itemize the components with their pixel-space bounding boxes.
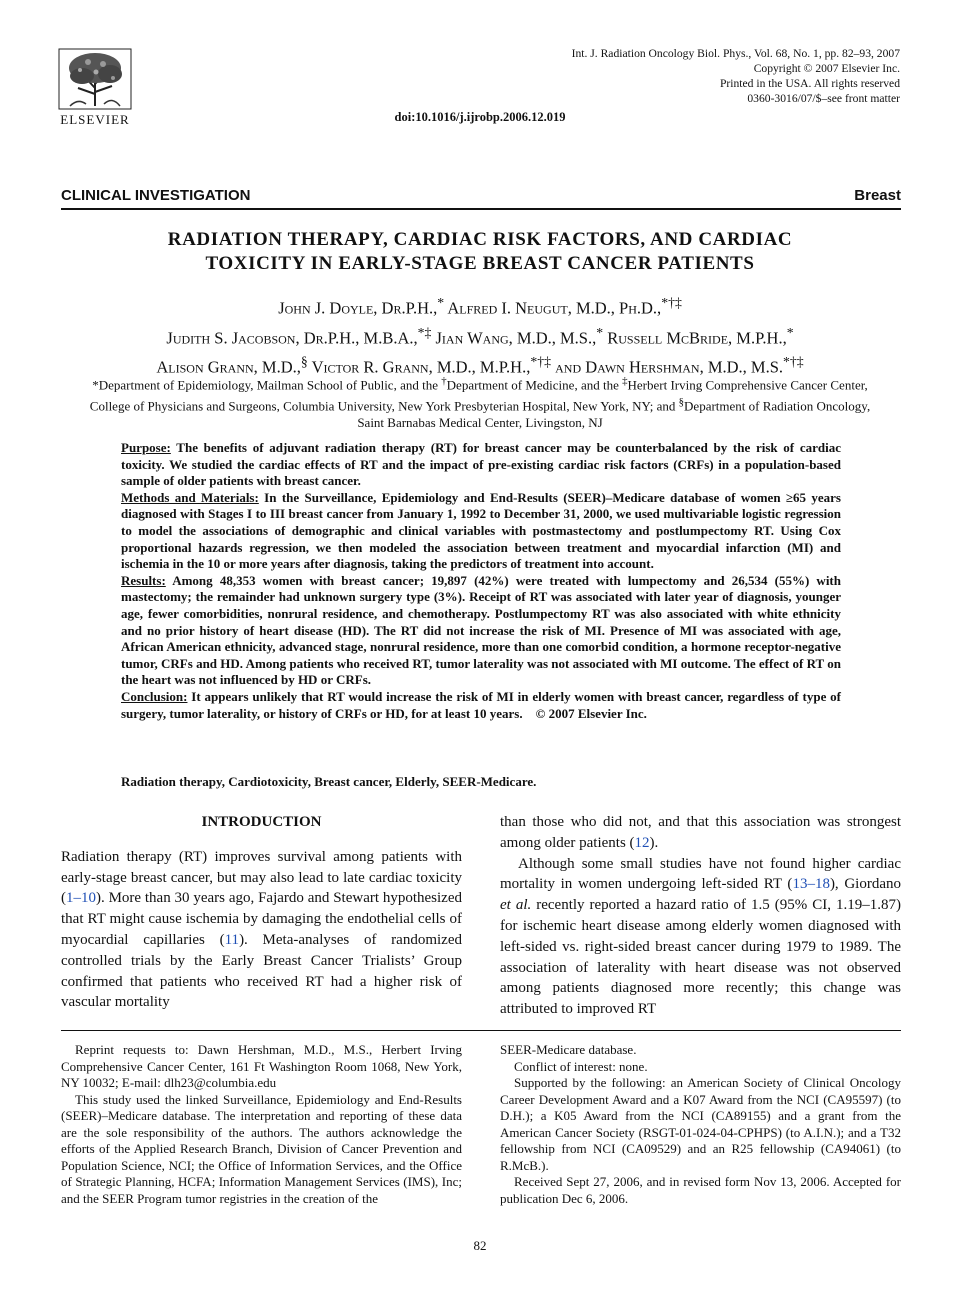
affil-mark: †: [441, 375, 447, 387]
reprint-footnote: Reprint requests to: Dawn Hershman, M.D., M.S., Herbert Irving Comprehensive Cancer Center, 161 Ft Washington Room 1068, New York, NY 10032; E-mail: dlh23@columbia.edu: [61, 1042, 462, 1090]
abstract-results: [121, 573, 841, 689]
author: Alfred I. Neugut, M.D., Ph.D.,: [444, 298, 662, 318]
intro-column-right: [500, 812, 901, 1020]
footnotes-left: [61, 1042, 462, 1207]
body-text: ). Meta-analyses of randomized controlled trials by the Early Breast Cancer Trialists’ Group confirmed that patients who received RT had a higher risk of vascular mortality: [61, 931, 462, 1011]
acknowledgment-footnote: This study used the linked Surveillance, Epidemiology and End-Results (SEER)–Medicare database. The interpretation and reporting of these data are the sole responsibility of the authors. The authors acknowledge the efforts of the Applied Research Branch, Division of Cancer Prevention and Population Science, NCI; the Office of Information Services, and the Office of Strategic Planning, HCFA; Information Management Services (IMS), Inc; and the SEER Program tumor registries in the creation of the: [61, 1091, 462, 1206]
abstract-copyright: © 2007 Elsevier Inc.: [535, 705, 647, 721]
author-mark: *†‡: [530, 354, 551, 369]
intro-column-left: [61, 812, 462, 1013]
author: Victor R. Grann, M.D., M.P.H.,: [307, 357, 531, 377]
abstract-label: Conclusion:: [121, 688, 188, 704]
conflict-footnote: Conflict of interest: none.: [514, 1058, 648, 1074]
section-label: CLINICAL INVESTIGATION: [61, 187, 251, 204]
elsevier-wordmark: ELSEVIER: [60, 112, 130, 127]
keywords: Radiation therapy, Cardiotoxicity, Breast cancer, Elderly, SEER-Medicare.: [121, 774, 537, 789]
abstract-purpose: [121, 440, 841, 490]
journal-citation: Int. J. Radiation Oncology Biol. Phys., Vol. 68, No. 1, pp. 82–93, 2007: [571, 47, 900, 60]
author-mark: *†‡: [661, 295, 682, 310]
body-text: than those who did not, and that this association was strongest among older patients (: [500, 814, 901, 851]
author-line-1: [70, 291, 890, 321]
body-text: ). More than 30 years ago, Fajardo and Stewart hypothesized that RT might cause ischemia by damaging the endothelial cells of myocardial capillaries (: [61, 890, 462, 948]
author-mark: §: [300, 354, 308, 369]
body-text: ), Giordano: [829, 876, 901, 893]
author: Dawn Hershman, M.D., M.S.: [585, 357, 783, 377]
author-mark: *‡: [417, 324, 432, 340]
affil-text: Department of Radiation Oncology, Saint Barnabas Medical Center, Livingston, NJ: [357, 398, 871, 430]
author-mark: *†‡: [783, 354, 804, 369]
affil-text: Department of Medicine, and the: [446, 377, 623, 393]
author-list: [70, 291, 890, 380]
affil-text: Herbert Irving Comprehensive Cancer Center, College of Physicians and Surgeons, Columbia University, New York Presbyterian Hospital, New York, NY; and: [89, 377, 868, 414]
reference-link[interactable]: 1–10: [66, 890, 96, 907]
reference-link[interactable]: 11: [224, 931, 240, 948]
section-heading: INTRODUCTION: [201, 814, 322, 830]
title-line-2: TOXICITY IN EARLY-STAGE BREAST CANCER PATIENTS: [205, 253, 755, 274]
article-title: [110, 228, 850, 276]
abstract-text: Among 48,353 women with breast cancer; 19,897 (42%) were treated with lumpectomy and 26,534 (55%) with mastectomy; the remainder had unknown surgery type (3%). Receipt of RT was associated with later year of diagnosis, younger age, fewer comorbidities, nonrural residence, and chemotherapy. Postlumpectomy RT was also associated with white ethnicity and no prior history of heart disease (HD). The RT did not increase the risk of MI. Presence of MI was associated with age, African American ethnicity, advanced stage, nonrural residence, more than one comorbid condition, a hormone receptor-negative tumor, CRFs and HD. Among patients who received RT, tumor laterality was not associated with MI outcome. The effect of RT on the heart was not influenced by HD or CRFs.: [121, 572, 841, 688]
page-number: 82: [473, 1238, 487, 1253]
rights-line: Printed in the USA. All rights reserved: [719, 77, 900, 90]
section-header: [61, 186, 901, 210]
affil-mark: §: [678, 395, 685, 408]
author-mark: *: [437, 295, 445, 310]
affil-mark: *: [92, 377, 99, 393]
footnote-continued: SEER-Medicare database.: [500, 1042, 637, 1057]
subject-label: Breast: [854, 187, 901, 204]
body-paragraph: [500, 812, 901, 854]
abstract-text: In the Surveillance, Epidemiology and End-Results (SEER)–Medicare database of women ≥65 years diagnosed with Stages I to III breast cancer from January 1, 1992 to December 31, 2000, we used multivariable logistic regression to model the associations of demographic and clinical variables with postmastectomy and postlumpectomy RT. Using Cox proportional hazards regression, we then modeled the association between treatment and myocardial infarction (MI) and ischemia in the 10 or more years after diagnosis, taking the predictors of treatment into account.: [121, 489, 841, 572]
abstract-label: Methods and Materials:: [121, 489, 259, 505]
title-line-1: RADIATION THERAPY, CARDIAC RISK FACTORS, AND CARDIAC: [167, 229, 793, 250]
body-text: Although some small studies have not found higher cardiac mortality in women undergoing left-sided RT (: [500, 855, 901, 893]
funding-footnote: Supported by the following: an American Society of Clinical Oncology Career Development Award and a K07 Award from the NCI (CA95597) (to D.H.); a K05 Award from the NCI (CA89155) and a grant from the American Cancer Society (RSGT-01-024-04-CPHPS) (to A.I.N.); and a T32 fellowship from NCI (CA09529) and an R25 fellowship (CA94061) (to R.McB.).: [500, 1075, 901, 1173]
reference-link[interactable]: 12: [634, 834, 650, 851]
affil-mark: ‡: [622, 375, 628, 387]
abstract-text: It appears unlikely that RT would increase the risk of MI in elderly women with breast cancer, regardless of type of surgery, tumor laterality, or history of CRFs or HD, for at least 10 years.: [121, 688, 841, 721]
affil-text: Department of Epidemiology, Mailman School of Public, and the: [98, 377, 442, 393]
author-mark: *: [596, 324, 604, 340]
author: Judith S. Jacobson, Dr.P.H., M.B.A.,: [166, 328, 418, 347]
elsevier-tree-icon: [58, 48, 132, 110]
issn-line: 0360-3016/07/$–see front matter: [747, 92, 900, 105]
author-conjunction: and: [550, 357, 586, 377]
author: Alison Grann, M.D.,: [156, 357, 301, 377]
author: Jian Wang, M.D., M.S.,: [431, 328, 597, 347]
body-paragraph: [61, 847, 462, 1013]
doi: doi:10.1016/j.ijrobp.2006.12.019: [394, 110, 566, 124]
footnotes-right: [500, 1042, 901, 1207]
abstract: [121, 440, 841, 722]
abstract-text: The benefits of adjuvant radiation therapy (RT) for breast cancer may be counterbalanced by the risk of cardiac toxicity. We studied the cardiac effects of RT and the impact of pre-existing cardiac risk factors (CRFs) in a population-based sample of older patients with breast cancer.: [121, 440, 841, 489]
abstract-label: Results:: [121, 572, 166, 588]
reference-link[interactable]: 13–18: [792, 876, 830, 893]
author-mark: *: [786, 324, 794, 340]
body-text: recently reported a hazard ratio of 1.5 (95% CI, 1.19–1.87) for ischemic heart disease among elderly women diagnosed with left-sided vs. right-sided breast cancer during 1979 to 1989. The association of laterality with heart disease was not observed among patients diagnosed more recently; this change was attributed to improved RT: [500, 897, 901, 1018]
body-text: ).: [649, 834, 659, 851]
abstract-methods: [121, 490, 841, 573]
footnote-divider: [61, 1030, 901, 1031]
body-text: Radiation therapy (RT) improves survival among patients with early-stage breast cancer, but may also lead to late cardiac toxicity (: [61, 848, 462, 907]
affiliations: [80, 373, 880, 431]
dates-footnote: Received Sept 27, 2006, and in revised form Nov 13, 2006. Accepted for publication Dec 6, 2006.: [500, 1174, 901, 1206]
author: Russell McBride, M.P.H.,: [603, 328, 787, 347]
body-paragraph: [500, 854, 901, 1020]
abstract-conclusion: [121, 689, 841, 722]
author-line-2: [70, 321, 890, 351]
abstract-label: Purpose:: [121, 440, 171, 455]
copyright-line: Copyright © 2007 Elsevier Inc.: [753, 62, 900, 75]
body-text-italic: et al.: [500, 897, 532, 914]
publication-info: [572, 46, 900, 106]
author: John J. Doyle, Dr.P.H.,: [278, 298, 438, 318]
